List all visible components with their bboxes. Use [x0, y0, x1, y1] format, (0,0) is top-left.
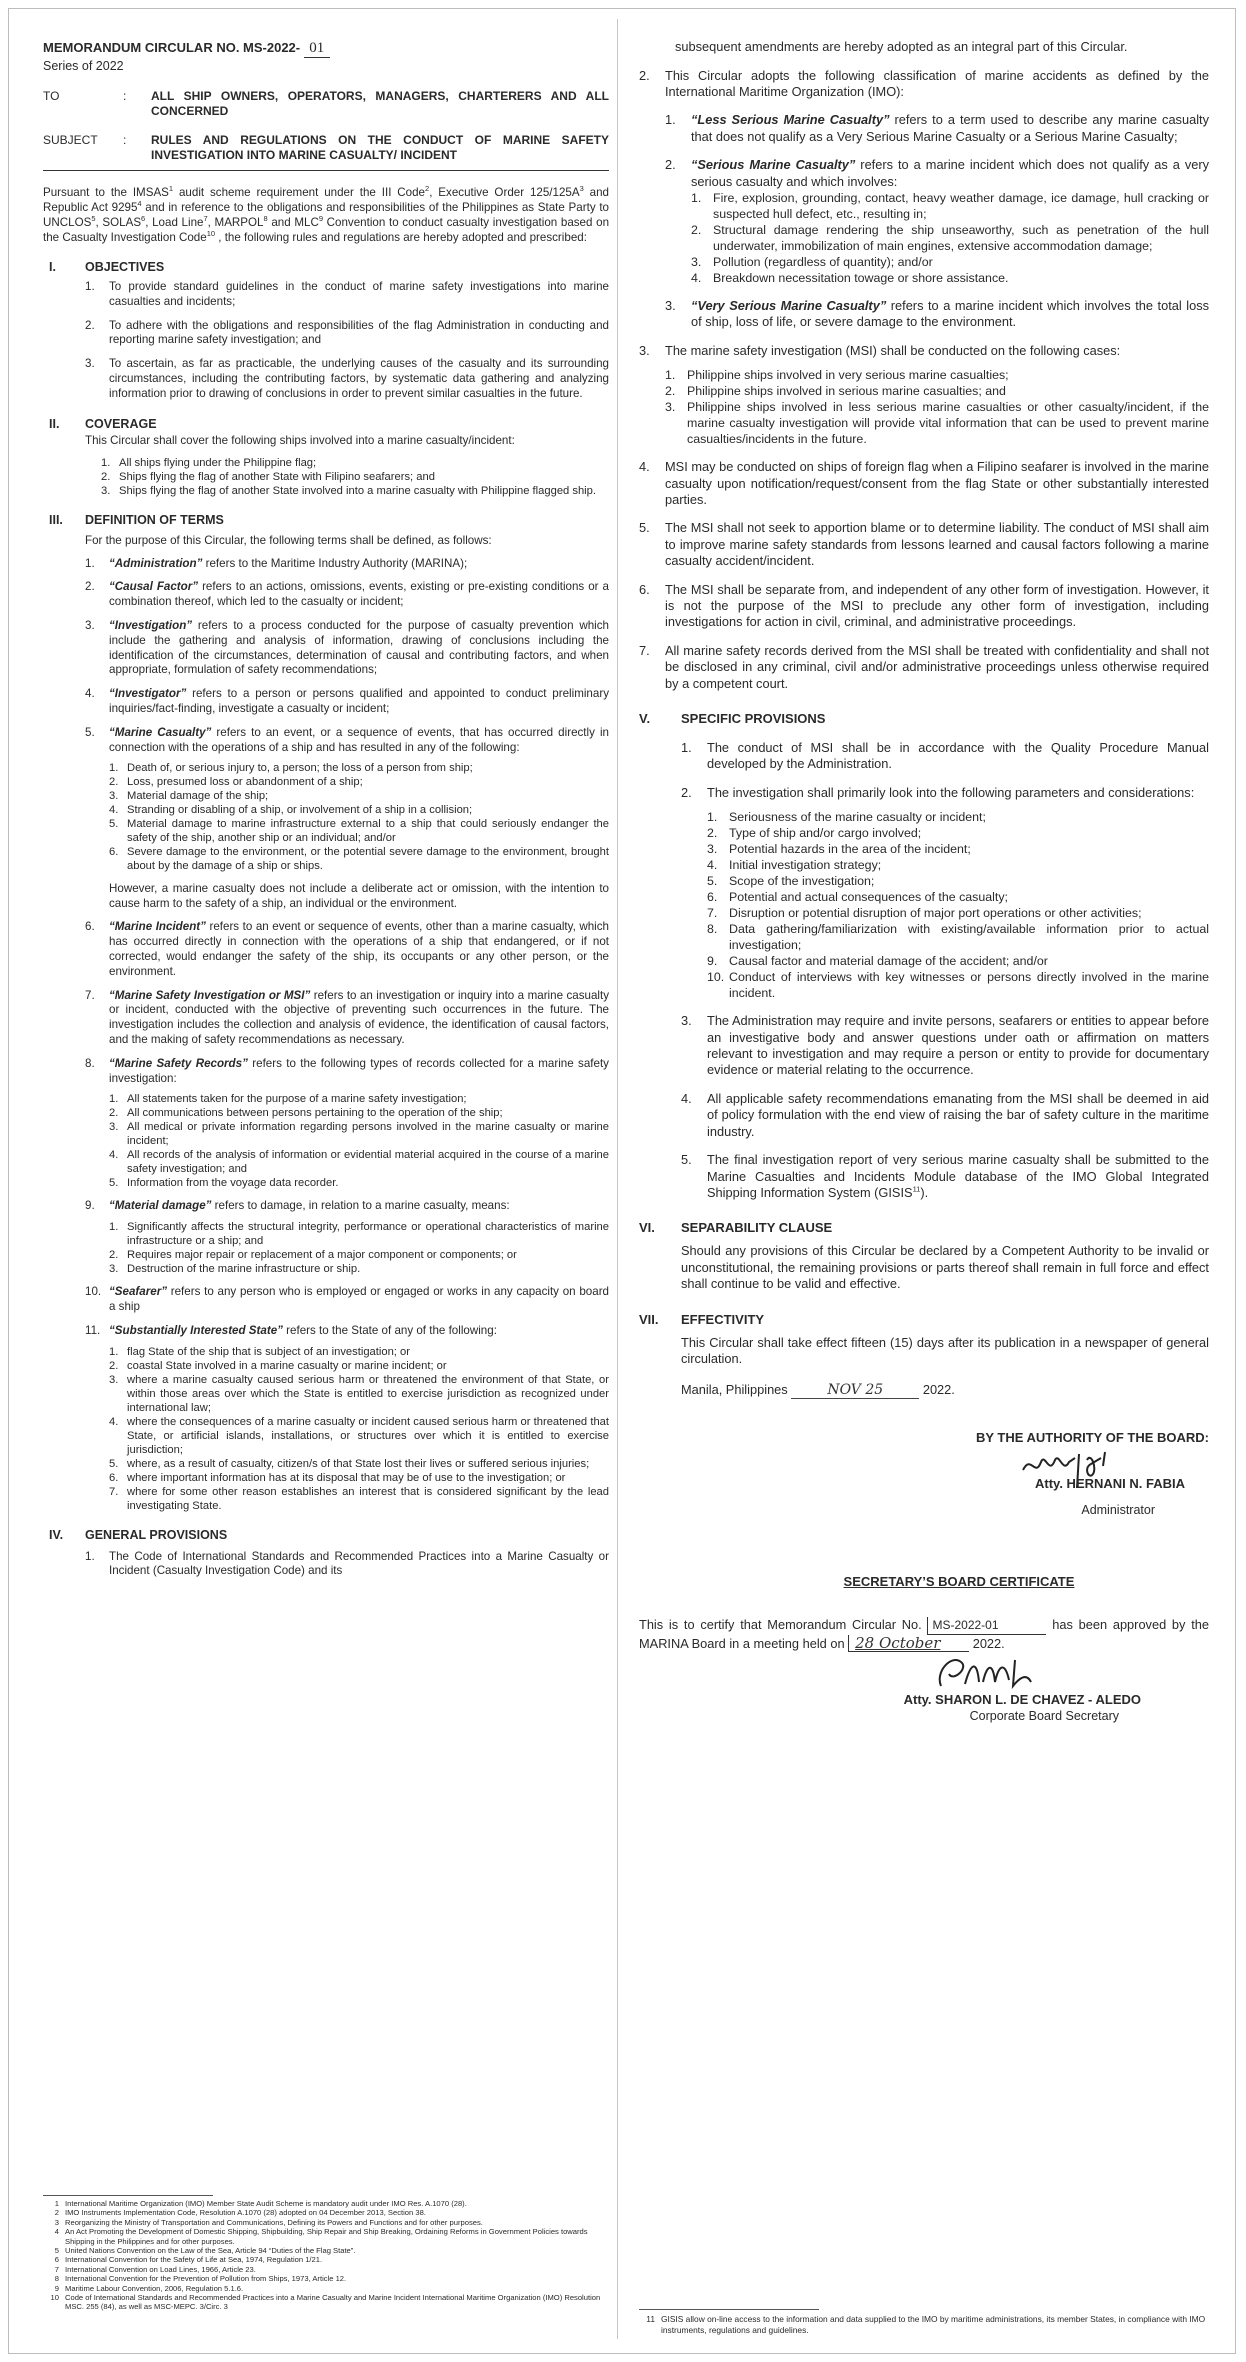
sub-list: [109, 1220, 609, 1276]
effectivity-date-line: Manila, Philippines NOV 25 2022.: [681, 1381, 955, 1398]
footnotes-left: [43, 2195, 609, 2312]
sub-item: 2. coastal State involved in a marine casualty or marine incident; or: [109, 1359, 447, 1372]
sub-list: [707, 809, 1209, 1001]
classification-list: [665, 112, 1209, 330]
left-column: [43, 39, 609, 1579]
definition-item: 2. “Causal Factor” refers to an actions, omissions, events, existing or pre-existing conditions or a combination thereof, which led to the casualty or incident;: [85, 580, 609, 609]
classification-item: 3. “Very Serious Marine Casualty” refers to a marine incident which involves the total loss of ship, loss of life, or severe damage to the environment.: [665, 297, 1209, 330]
subject-value: RULES AND REGULATIONS ON THE CONDUCT OF MARINE SAFETY INVESTIGATION INTO MARINE CASUALTY/ INCIDENT: [151, 133, 609, 162]
section-specific-provisions: V. SPECIFIC PROVISIONS: [639, 711, 826, 727]
section-definitions: III. DEFINITION OF TERMS: [49, 512, 224, 527]
sub-item: 4. where the consequences of a marine casualty or incident caused serious harm or threatened that State, or artificial islands, installations, or structures over which it is entitled to exercise jurisdiction;: [109, 1415, 609, 1456]
definition-item: 1. “Administration” refers to the Maritime Industry Authority (MARINA);: [85, 556, 468, 570]
footnote: 1 International Maritime Organization (IMO) Member State Audit Scheme is mandatory audit under IMO Res. A.1070 (28).: [54, 2199, 467, 2208]
list-item: 1. All ships flying under the Philippine flag;: [101, 456, 317, 469]
list-item: 3. The marine safety investigation (MSI) shall be conducted on the following cases: 1. Philippine ships involved in very serious marine casualties; 2. Philippine ships involved in serious marine casualties; and 3. Philippine ships involved in less serious marine casualties or other casualty/incident, if the marine casualty investigation will provide vital information that can be used to prevent marine casualties/incidents in the future.: [639, 342, 1209, 447]
sub-list: [109, 761, 609, 873]
section-coverage: II. COVERAGE: [49, 416, 157, 431]
sub-item: 6. Severe damage to the environment, or the potential severe damage to the environment, brought about by the damage of a ship or ships.: [109, 846, 609, 873]
sub-item: 10. Conduct of interviews with key witnesses or persons directly involved in the marine incident.: [707, 970, 1209, 1001]
circular-title: MEMORANDUM CIRCULAR NO. MS-2022- 01: [43, 39, 609, 58]
list-item: 4. MSI may be conducted on ships of foreign flag when a Filipino seafarer is involved in the marine casualty upon notification/request/consent from the flag State or other substantially interested parties.: [639, 459, 1209, 507]
list-item: 2. Ships flying the flag of another State with Filipino seafarers; and: [101, 470, 435, 483]
footnote: 9 Maritime Labour Convention, 2006, Regulation 5.1.6.: [54, 2283, 244, 2293]
administrator-signature: [639, 1448, 1209, 1502]
definition-item: 11. “Substantially Interested State” refers to the State of any of the following: 1. flag State of the ship that is subject of an investigation; or 2. coastal State involved in a marine casualty or marine incident; or 3. where a marine casualty caused serious harm or threatened the environment of that State, or within those areas over which the State is entitled to exercise jurisdiction as recognized under international law; 4. where the consequences of a marine casualty or incident caused serious harm or threatened that State, or artificial islands, installations, or structures over which it is entitled to exercise jurisdiction; 5. where, as a result of casualty, citizen/s of that State lost their lives or suffered serious injuries; 6. where important information has at its disposal that may be of use to the investigation; or 7. where for some other reason establishes an interest that is considered significant by the lead investigating State.: [85, 1323, 609, 1512]
secretary-signature-mark: [931, 1652, 1051, 1696]
definitions-list: [43, 557, 609, 1513]
section-separability: VI. SEPARABILITY CLAUSE: [639, 1220, 833, 1236]
to-value: ALL SHIP OWNERS, OPERATORS, MANAGERS, CHARTERERS AND ALL CONCERNED: [151, 89, 609, 118]
sub-item: 7. where for some other reason establishes an interest that is considered significant by the lead investigating State.: [109, 1485, 609, 1512]
secretary-title: Corporate Board Secretary: [969, 1709, 1119, 1724]
sub-item: 5. Material damage to marine infrastructure external to a ship that could seriously endanger the safety of the ship, another ship or an individual; and/or: [109, 818, 609, 845]
list-item: 2. This Circular adopts the following classification of marine accidents as defined by the International Maritime Organization (IMO): 1. “Less Serious Marine Casualty” refers to a term used to describe any marine casualty that does not qualify as a Very Serious Marine Casualty or a Serious Marine Casualty; 2. “Serious Marine Casualty” refers to a marine incident which does not qualify as a very serious casualty and which involves: 1. Fire, explosion, grounding, contact, heavy weather damage, ice damage, hull cracking or suspected hull defect, etc., resulting in; 2. Structural damage rendering the ship unseaworthy, such as penetration of the hull underwater, immobilization of main engines, extensive accommodation damage; 3. Pollution (regardless of quantity); and/or 4. Breakdown necessitation towage or shore assistance. 3. “Very Serious Marine Casualty” refers to a marine incident which involves the total loss of ship, loss of life, or severe damage to the environment.: [639, 67, 1209, 330]
list-item: 3. To ascertain, as far as practicable, the underlying causes of the casualty and its surrounding circumstances, including the contributing factors, by systematic data gathering and analyzing information prior to drawing of conclusions in order to prevent similar casualties in the future.: [85, 357, 609, 400]
footnote: 11 GISIS allow on-line access to the information and data supplied to the IMO by maritime administrations, its member States, in compliance with IMO instruments, regulations and guidelines.: [646, 2314, 1206, 2335]
footnote: 6 International Convention for the Safety of Life at Sea, 1974, Regulation 1/21.: [54, 2255, 323, 2265]
definition-item: 5. “Marine Casualty” refers to an event, or a sequence of events, that has occurred directly in connection with the operations of a ship and has resulted in any of the following: 1. Death of, or serious injury to, a person; the loss of a person from ship; 2. Loss, presumed loss or abandonment of a ship; 3. Material damage of the ship; 4. Stranding or disabling of a ship, or involvement of a ship in a collision; 5. Material damage to marine infrastructure external to a ship that could seriously endanger the safety of the ship, another ship or an individual; and/or 6. Severe damage to the environment, or the potential severe damage to the environment, brought about by the damage of a ship or ships. However, a marine casualty does not include a deliberate act or omission, with the intention to cause harm to the safety of a ship, an individual or the environment.: [85, 725, 609, 911]
sub-item: 5. Information from the voyage data recorder.: [109, 1177, 339, 1190]
list-item: 2. To adhere with the obligations and responsibilities of the flag Administration in conducting and reporting marine safety investigation; and: [85, 318, 609, 347]
sub-item: 3. Material damage of the ship;: [109, 790, 269, 803]
sub-list: [109, 1092, 609, 1190]
list-item: 3. Ships flying the flag of another State involved into a marine casualty with Philippine flagged ship.: [101, 484, 596, 497]
secretary-name: Atty. SHARON L. DE CHAVEZ - ALEDO: [903, 1692, 1141, 1708]
general-item-1-continued: subsequent amendments are hereby adopted as an integral part of this Circular.: [675, 39, 1128, 54]
sub-item: 2. Type of ship and/or cargo involved;: [707, 826, 922, 841]
sub-item: 1. Significantly affects the structural integrity, performance or operational characteristics of marine infrastructure or a ship; and: [109, 1221, 609, 1248]
footnote: 7 International Convention on Load Lines, 1966, Article 23.: [54, 2264, 256, 2274]
effectivity-text: This Circular shall take effect fifteen (15) days after its publication in a newspaper of general circulation.: [681, 1334, 1209, 1367]
section-objectives: I. OBJECTIVES: [49, 260, 165, 274]
certificate-mc-number: MS-2022-01: [927, 1617, 1046, 1635]
sub-item: 6. where important information has at its disposal that may be of use to the investigation; or: [109, 1471, 566, 1484]
general-list: [43, 1550, 609, 1580]
definition-item: 9. “Material damage” refers to damage, in relation to a marine casualty, means: 1. Significantly affects the structural integrity, performance or operational characteristics of marine infrastructure or a ship; and 2. Requires major repair or replacement of a major component or components; or 3. Destruction of the marine infrastructure or ship.: [85, 1199, 609, 1276]
list-item: 1. The Code of International Standards and Recommended Practices into a Marine Casualty or Incident (Casualty Investigation Code) and its: [85, 1549, 609, 1578]
sub-item: 4. Breakdown necessitation towage or shore assistance.: [691, 270, 1009, 285]
footnote: 5 United Nations Convention on the Law of the Sea, Article 94 “Duties of the Flag State”.: [54, 2246, 356, 2256]
sub-item: 2. All communications between persons pertaining to the operation of the ship;: [109, 1107, 503, 1120]
certificate-text: This is to certify that Memorandum Circular No. MS-2022-01 has been approved by the MARINA Board in a meeting held on 28 October 2022.: [639, 1617, 1209, 1652]
certificate-heading: SECRETARY’S BOARD CERTIFICATE: [843, 1574, 1075, 1590]
sub-item: 1. Philippine ships involved in very serious marine casualties;: [665, 368, 1009, 383]
certificate-handwritten-date: 28 October: [848, 1635, 969, 1653]
list-item: 5. The final investigation report of very serious marine casualty shall be submitted to the Marine Casualties and Incidents Module database of the IMO Global Integrated Shipping Information System (GISIS$^{11}$).: [681, 1152, 1209, 1200]
list-item: 4. All applicable safety recommendations emanating from the MSI shall be deemed in aid of policy formulation with the end view of raising the bar of safety culture in the maritime industry.: [681, 1090, 1209, 1139]
list-item: 6. The MSI shall be separate from, and independent of any other form of investigation. However, it is not the purpose of the MSI to preclude any other form of investigation, including investigations for action in civil, criminal, and administrative proceedings.: [639, 581, 1209, 630]
sub-item: 6. Potential and actual consequences of the casualty;: [707, 890, 1008, 905]
sub-list: [109, 1345, 609, 1513]
sub-item: 2. Structural damage rendering the ship unseaworthy, such as penetration of the hull underwater, immobilization of main engines, extensive accommodation damage;: [691, 222, 1209, 253]
sub-item: 2. Philippine ships involved in serious marine casualties; and: [665, 384, 1006, 399]
sub-item: 7. Disruption or potential disruption of major port operations or other activities;: [707, 906, 1142, 921]
sub-item: 3. Pollution (regardless of quantity); and/or: [691, 254, 933, 269]
definitions-intro: For the purpose of this Circular, the following terms shall be defined, as follows:: [85, 533, 492, 547]
sub-item: 5. Scope of the investigation;: [707, 874, 875, 889]
definition-item: 3. “Investigation” refers to a process conducted for the purpose of casualty prevention which include the gathering and analysis of information, drawing of conclusions including the identification of the circumstances, determination of causal and contributing factors, and when appropriate, formulation of safety recommendations;: [85, 618, 609, 677]
sub-item: 1. Seriousness of the marine casualty or incident;: [707, 810, 986, 825]
footnote: 2 IMO Instruments Implementation Code, Resolution A.1070 (28) adopted on 04 December 2013, Section 38.: [54, 2208, 426, 2218]
classification-item: 1. “Less Serious Marine Casualty” refers to a term used to describe any marine casualty that does not qualify as a Very Serious Marine Casualty or a Serious Marine Casualty;: [665, 112, 1209, 144]
handwritten-date: NOV 25: [791, 1382, 919, 1400]
sub-item: 3. Philippine ships involved in less serious marine casualties or other casualty/incident, if the marine casualty investigation will provide vital information that can be used to prevent marine casualties/incidents in the future.: [665, 400, 1209, 447]
definition-item: 6. “Marine Incident” refers to an event or sequence of events, other than a marine casualty, which has occurred directly in connection with the operations of a ship that endangered, or if not corrected, would endanger the safety of the ship, its occupants or any other person, or the environment.: [85, 920, 609, 978]
sub-list: [691, 190, 1209, 286]
coverage-list: [43, 456, 609, 498]
sub-list: [665, 367, 1209, 447]
list-item: 3. The Administration may require and invite persons, seafarers or entities to appear before an investigative body and answer questions under oath or affirmation on matters relevant to investigation and may require a person or entity to provide for documentary evidence or material relating to the occurrence.: [681, 1013, 1209, 1078]
classification-item: 2. “Serious Marine Casualty” refers to a marine incident which does not qualify as a very serious casualty and which involves: 1. Fire, explosion, grounding, contact, heavy weather damage, ice damage, hull cracking or suspected hull defect, etc., resulting in; 2. Structural damage rendering the ship unseaworthy, such as penetration of the hull underwater, immobilization of main engines, extensive accommodation damage; 3. Pollution (regardless of quantity); and/or 4. Breakdown necessitation towage or shore assistance.: [665, 157, 1209, 285]
separability-text: Should any provisions of this Circular be declared by a Competent Authority to be invalid or unconstitutional, the remaining provisions or parts thereof shall remain in full force and effect shall continue to be valid and effective.: [681, 1243, 1209, 1292]
sub-item: 4. All records of the analysis of information or evidential material acquired in the course of a marine safety investigation; and: [109, 1149, 609, 1176]
footnote-right: [639, 2309, 1209, 2336]
sub-item: 8. Data gathering/familiarization with existing/available information prior to actual investigation;: [707, 922, 1209, 953]
sub-item: 4. Stranding or disabling of a ship, or involvement of a ship in a collision;: [109, 804, 473, 817]
right-column: [639, 39, 1209, 1724]
list-item: 1. To provide standard guidelines in the conduct of marine safety investigations into marine casualties and incidents;: [85, 280, 609, 308]
sub-item: 4. Initial investigation strategy;: [707, 858, 882, 873]
footnote: 3 Reorganizing the Ministry of Transportation and Communications, Defining its Powers and Functions and for other purposes.: [54, 2217, 483, 2227]
sub-item: 3. where a marine casualty caused serious harm or threatened the environment of that State, or within those areas over which the State is entitled to exercise jurisdiction as recognized under international law;: [109, 1373, 609, 1414]
sub-item: 1. Fire, explosion, grounding, contact, heavy weather damage, ice damage, hull cracking or suspected hull defect, etc., resulting in;: [691, 190, 1209, 221]
subject-row: SUBJECT : RULES AND REGULATIONS ON THE CONDUCT OF MARINE SAFETY INVESTIGATION INTO MARINE CASUALTY/ INCIDENT: [43, 133, 609, 162]
header-rule: [43, 170, 609, 171]
list-item: 5. The MSI shall not seek to apportion blame or to determine liability. The conduct of MSI shall aim to improve marine safety standards from lessons learned and causal factors following a marine casualty accident/incident.: [639, 520, 1209, 569]
objectives-list: [43, 280, 609, 402]
sub-item: 3. All medical or private information regarding persons involved in the marine casualty or marine incident;: [109, 1121, 609, 1148]
coverage-intro: This Circular shall cover the following ships involved into a marine casualty/incident:: [85, 433, 515, 447]
secretary-signature: [639, 1652, 1209, 1692]
series: Series of 2022: [43, 59, 124, 73]
specific-list: [639, 740, 1209, 1201]
definition-note: However, a marine casualty does not include a deliberate act or omission, with the intention to cause harm to the safety of a ship, an individual or the environment.: [109, 882, 609, 911]
definition-item: 7. “Marine Safety Investigation or MSI” refers to an investigation or inquiry into a marine casualty or incident, conducted with the objective of preventing such occurrences in the future. The investigation includes the collection and analysis of evidence, the identification of causal factors, and the making of safety recommendations as necessary.: [85, 988, 610, 1046]
footnote: 10 Code of International Standards and Recommended Practices into a Marine Casualty and Marine Incident International Maritime Organization (IMO) Resolution MSC. 255 (84), as well as MSC-MEPC. 3/Circ. 3: [50, 2293, 601, 2312]
list-item: 7. All marine safety records derived from the MSI shall be treated with confidentiality and shall not be disclosed in any criminal, civil and/or administrative proceedings unless otherwise required by a competent court.: [639, 642, 1209, 691]
preamble: Pursuant to the IMSAS$^1$ audit scheme requirement under the III Code$^2$, Executive Order $125/125A^3$ and Republic Act 9295$^4$ and in reference to the obligations and responsibilities of the Philippines as State Party to UNCLOS$^5$, SOLAS$^6$, Load Line$^7$, MARPOL$^8$ and MLC$^9$ Convention to conduct casualty investigation based on the Casualty Investigation Code$^{10}$ , the following rules and regulations are hereby adopted and prescribed:: [43, 184, 610, 244]
section-effectivity: VII. EFFECTIVITY: [639, 1311, 765, 1327]
sub-item: 1. flag State of the ship that is subject of an investigation; or: [109, 1345, 410, 1358]
column-divider: [617, 19, 618, 2339]
definition-item: 8. “Marine Safety Records” refers to the following types of records collected for a marine safety investigation: 1. All statements taken for the purpose of a marine safety investigation; 2. All communications between persons pertaining to the operation of the ship; 3. All medical or private information regarding persons involved in the marine casualty or marine incident; 4. All records of the analysis of information or evidential material acquired in the course of a marine safety investigation; and 5. Information from the voyage data recorder.: [85, 1056, 609, 1190]
administrator-name: Atty. HERNANI N. FABIA: [1035, 1476, 1185, 1492]
footnote-rule: [639, 2309, 819, 2310]
list-item: 1. The conduct of MSI shall be in accordance with the Quality Procedure Manual developed by the Administration.: [681, 740, 1209, 772]
footnote: 8 International Convention for the Prevention of Pollution from Ships, 1973, Article 12.: [54, 2274, 347, 2284]
footnote: 4 An Act Promoting the Development of Domestic Shipping, Shipbuilding, Ship Repair and Ship Breaking, Ordaining Reforms in Government Policies towards Shipping in the Philippines and for other purposes.: [54, 2227, 588, 2246]
sub-item: 9. Causal factor and material damage of the accident; and/or: [707, 954, 1048, 969]
sub-item: 1. All statements taken for the purpose of a marine safety investigation;: [109, 1093, 467, 1106]
to-row: TO : ALL SHIP OWNERS, OPERATORS, MANAGERS, CHARTERERS AND ALL CONCERNED: [43, 89, 609, 118]
list-item: 2. The investigation shall primarily look into the following parameters and considerations: 1. Seriousness of the marine casualty or incident; 2. Type of ship and/or cargo involved; 3. Potential hazards in the area of the incident; 4. Initial investigation strategy; 5. Scope of the investigation; 6. Potential and actual consequences of the casualty; 7. Disruption or potential disruption of major port operations or other activities; 8. Data gathering/familiarization with existing/available information prior to actual investigation; 9. Causal factor and material damage of the accident; and/or 10. Conduct of interviews with key witnesses or persons directly involved in the marine incident.: [681, 784, 1209, 1001]
board-authority: BY THE AUTHORITY OF THE BOARD:: [975, 1430, 1209, 1446]
definition-item: 10. “Seafarer” refers to any person who is employed or engaged or works in any capacity on board a ship: [85, 1285, 609, 1313]
sub-item: 2. Loss, presumed loss or abandonment of a ship;: [109, 776, 363, 789]
circular-number: 01: [304, 40, 330, 58]
sub-item: 1. Death of, or serious injury to, a person; the loss of a person from ship;: [109, 762, 473, 775]
sub-item: 2. Requires major repair or replacement of a major component or components; or: [109, 1249, 517, 1262]
sub-item: 3. Potential hazards in the area of the incident;: [707, 842, 971, 857]
sub-item: 5. where, as a result of casualty, citizen/s of that State lost their lives or suffered serious injuries;: [109, 1457, 590, 1470]
section-general-provisions: IV. GENERAL PROVISIONS: [49, 1527, 228, 1542]
administrator-title: Administrator: [1081, 1503, 1155, 1518]
definition-item: 4. “Investigator” refers to a person or persons qualified and appointed to conduct preliminary inquiries/fact-finding, investigate a casualty or incident;: [85, 687, 609, 715]
sub-item: 3. Destruction of the marine infrastructure or ship.: [109, 1263, 361, 1276]
footnote-rule: [43, 2195, 213, 2196]
memorandum-page: [8, 8, 1236, 2354]
